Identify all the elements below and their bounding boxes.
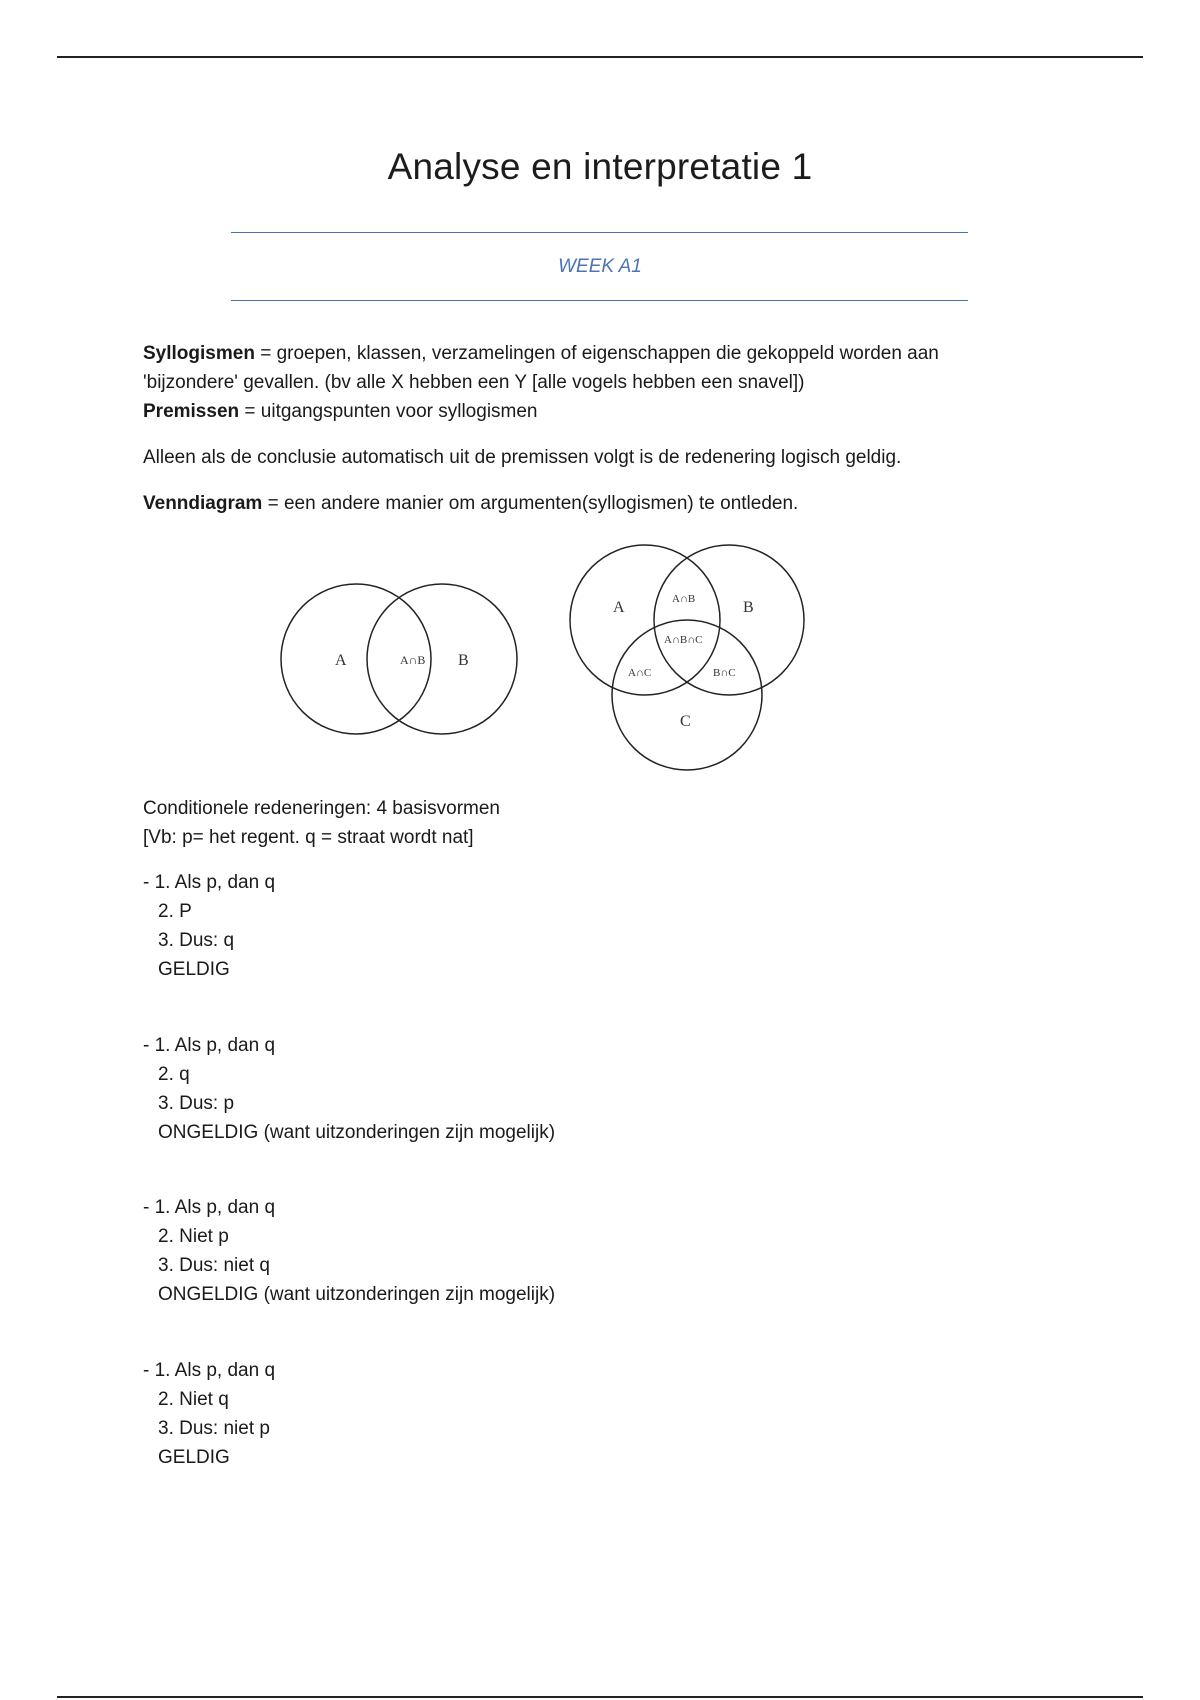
- venn3-label-a: A: [613, 599, 625, 616]
- conditional-form-3: [143, 1193, 1043, 1309]
- premissen-term: Premissen: [143, 401, 240, 422]
- form-2-verdict: ONGELDIG (want uitzonderingen zijn mogelijk): [158, 1122, 556, 1143]
- conclusion-paragraph: [143, 443, 1043, 472]
- form-3-line-1: - 1. Als p, dan q: [143, 1197, 276, 1218]
- venn-diagram-two-sets: [270, 570, 530, 740]
- form-3-line-2: 2. Niet p: [158, 1226, 229, 1247]
- venn2-label-ab: A∩B: [400, 653, 426, 667]
- conditional-intro-text: Conditionele redeneringen: 4 basisvormen: [143, 798, 501, 819]
- page-title: Analyse en interpretatie 1: [387, 146, 813, 187]
- form-1-line-3: 3. Dus: q: [158, 930, 235, 951]
- venn3-label-b: B: [743, 599, 754, 616]
- form-2-line-1: - 1. Als p, dan q: [143, 1035, 276, 1056]
- form-4-line-2: 2. Niet q: [158, 1389, 229, 1410]
- syllogismen-text-2: 'bijzondere' gevallen. (bv alle X hebben een Y [alle vogels hebben een snavel]): [143, 372, 805, 393]
- venn2-label-a: A: [335, 652, 347, 669]
- venn-text: = een andere manier om argumenten(syllogismen) te ontleden.: [262, 493, 799, 514]
- form-2-line-2: 2. q: [158, 1064, 190, 1085]
- bottom-rule: [57, 1696, 1143, 1698]
- venn3-label-abc: A∩B∩C: [664, 634, 703, 646]
- subtitle-rule-bottom: [231, 300, 968, 301]
- conditional-form-4: [143, 1356, 1043, 1472]
- venn2-circle-b: [367, 584, 517, 734]
- form-4-line-1: - 1. Als p, dan q: [143, 1360, 276, 1381]
- form-3-verdict: ONGELDIG (want uitzonderingen zijn mogelijk): [158, 1284, 556, 1305]
- syllogismen-term: Syllogismen: [143, 343, 255, 364]
- venn-term: Venndiagram: [143, 493, 263, 514]
- form-4-verdict: GELDIG: [158, 1447, 230, 1468]
- top-rule: [57, 56, 1143, 58]
- form-2-line-3: 3. Dus: p: [158, 1093, 235, 1114]
- conclusion-text: Alleen als de conclusie automatisch uit de premissen volgt is de redenering logisch geldig.: [143, 447, 902, 468]
- conditional-intro: [143, 794, 1043, 852]
- premissen-text: = uitgangspunten voor syllogismen: [239, 401, 538, 422]
- venn2-label-b: B: [458, 652, 469, 669]
- venn-diagram-three-sets: [560, 540, 820, 780]
- form-1-line-1: - 1. Als p, dan q: [143, 872, 276, 893]
- venn3-label-c: C: [680, 713, 691, 730]
- conditional-form-1: [143, 868, 1043, 984]
- venn3-label-ac: A∩C: [628, 667, 652, 679]
- form-1-verdict: GELDIG: [158, 959, 230, 980]
- venn-definition: [143, 489, 1043, 518]
- form-1-line-2: 2. P: [158, 901, 192, 922]
- venn3-label-bc: B∩C: [713, 667, 736, 679]
- form-4-line-3: 3. Dus: niet p: [158, 1418, 270, 1439]
- page-subtitle: WEEK A1: [558, 256, 642, 277]
- venn3-label-ab: A∩B: [672, 593, 696, 605]
- conditional-example-text: [Vb: p= het regent. q = straat wordt nat]: [143, 827, 474, 848]
- syllogismen-definition: [143, 339, 1043, 426]
- conditional-form-2: [143, 1031, 1043, 1147]
- syllogismen-text: = groepen, klassen, verzamelingen of eigenschappen die gekoppeld worden aan: [254, 343, 939, 364]
- form-3-line-3: 3. Dus: niet q: [158, 1255, 270, 1276]
- subtitle-rule-top: [231, 232, 968, 233]
